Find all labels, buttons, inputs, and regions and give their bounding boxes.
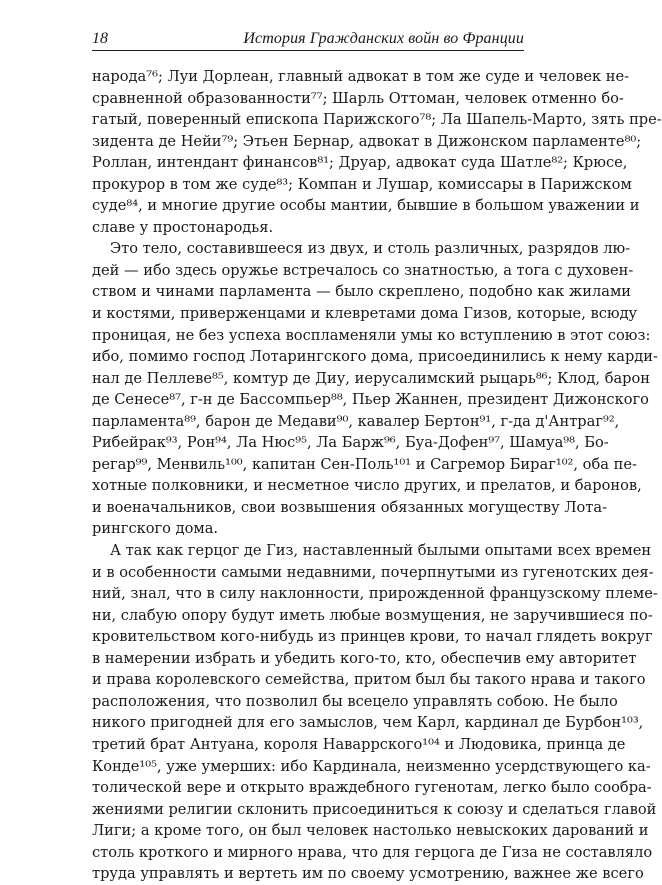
text-line: и военачальников, свои возвышения обязанных могуществу Лота- xyxy=(92,498,607,516)
text-line: сравненной образованности⁷⁷; Шарль Оттоман, человек отменно бо- xyxy=(92,89,624,107)
text-line: А так как герцог де Гиз, наставленный былыми опытами всех времен xyxy=(110,542,652,560)
text-line: зидента де Нейи⁷⁹; Этьен Бернар, адвокат в Дижонском парламенте⁸⁰; xyxy=(92,132,642,150)
text-line: Лиги; а кроме того, он был человек настолько невыскоких дарований и xyxy=(92,822,649,840)
text-line: славе у простонародья. xyxy=(92,218,274,236)
text-line: рингского дома. xyxy=(92,520,219,538)
text-line: в намерении избрать и убедить кого-то, кто, обеспечив ему авторитет xyxy=(92,649,637,667)
text-line: труда управлять и вертеть им по своему усмотрению, важнее же всего xyxy=(92,865,644,883)
text-line: гатый, поверенный епископа Парижского⁷⁸; Ла Шапель-Марто, зять пре- xyxy=(92,111,662,129)
text-line: и в особенности самыми недавними, почерпнутыми из гугенотских дея- xyxy=(92,563,654,581)
text-line: народа⁷⁶; Луи Дорлеан, главный адвокат в том же суде и человек не- xyxy=(92,68,630,85)
text-line: хотные полковники, и несметное число других, и прелатов, и баронов, xyxy=(92,477,642,495)
text-line: проницая, не без успеха воспламеняли умы ко вступлению в этот союз: xyxy=(92,326,651,344)
running-title: История Гражданских войн во Франции xyxy=(243,30,524,47)
text-line: дей — ибо здесь оружье встречалось со знатностью, а тога с духовен- xyxy=(92,261,634,279)
text-line: жениями религии склонить присоединиться к союзу и сделаться главой xyxy=(92,800,657,818)
text-line: третий брат Антуана, короля Наваррского¹⁰⁴ и Людовика, принца де xyxy=(92,735,626,753)
text-line: суде⁸⁴, и многие другие особы мантии, бывшие в большом уважении и xyxy=(92,197,640,215)
text-line: нал де Пеллеве⁸⁵, комтур де Диу, иерусалимский рыцарь⁸⁶; Клод, барон xyxy=(92,369,651,387)
header-rule xyxy=(92,50,524,51)
text-line: де Сенесе⁸⁷, г-н де Бассомпьер⁸⁸, Пьер Жаннен, президент Дижонского xyxy=(92,391,649,409)
text-line: ством и чинами парламента — было скреплено, подобно как жилами xyxy=(92,283,632,301)
text-line: и костями, приверженцами и клевретами дома Гизов, которые, всюду xyxy=(92,305,638,323)
page-number: 18 xyxy=(92,30,108,47)
running-head xyxy=(92,26,524,56)
text-line: регар⁹⁹, Менвиль¹⁰⁰, капитан Сен-Поль¹⁰¹ и Сагремор Бираг¹⁰², оба пе- xyxy=(92,455,637,473)
text-line: ибо, помимо господ Лотарингского дома, присоединились к нему карди- xyxy=(92,348,658,366)
text-line: Конде¹⁰⁵, уже умерших: ибо Кардинала, неизменно усердствующего ка- xyxy=(92,757,651,775)
text-line: Это тело, составившееся из двух, и столь различных, разрядов лю- xyxy=(110,240,631,258)
text-line: ни, слабую опору будут иметь любые возмущения, не заручившиеся по- xyxy=(92,606,653,624)
text-line: столь кроткого и мирного нрава, что для герцога де Гиза не составляло xyxy=(92,843,653,861)
text-line: прокурор в том же суде⁸³; Компан и Лушар, комиссары в Парижском xyxy=(92,175,632,193)
text-line: толической вере и открыто враждебного гугенотам, легко было сообра- xyxy=(92,779,652,797)
text-line: расположения, что позволил бы всецело управлять собою. Не было xyxy=(92,692,618,710)
text-line: парламента⁸⁹, барон де Медави⁹⁰, кавалер Бертон⁹¹, г-да д'Антраг⁹², xyxy=(92,412,620,430)
text-line: и права королевского семейства, притом был бы такого нрава и такого xyxy=(92,671,646,689)
text-line: Рибейрак⁹³, Рон⁹⁴, Ла Нюс⁹⁵, Ла Барж⁹⁶, Буа-Дофен⁹⁷, Шамуа⁹⁸, Бо- xyxy=(92,434,609,452)
text-line: ний, знал, что в силу наклонности, прирожденной французскому племе- xyxy=(92,585,658,603)
body-text xyxy=(92,66,662,885)
text-line: никого пригодней для его замыслов, чем Карл, кардинал де Бурбон¹⁰³, xyxy=(92,714,644,732)
text-line: кровительством кого-нибудь из принцев крови, то начал глядеть вокруг xyxy=(92,628,653,646)
text-line: Роллан, интендант финансов⁸¹; Друар, адвокат суда Шатле⁸²; Крюсе, xyxy=(92,154,628,172)
